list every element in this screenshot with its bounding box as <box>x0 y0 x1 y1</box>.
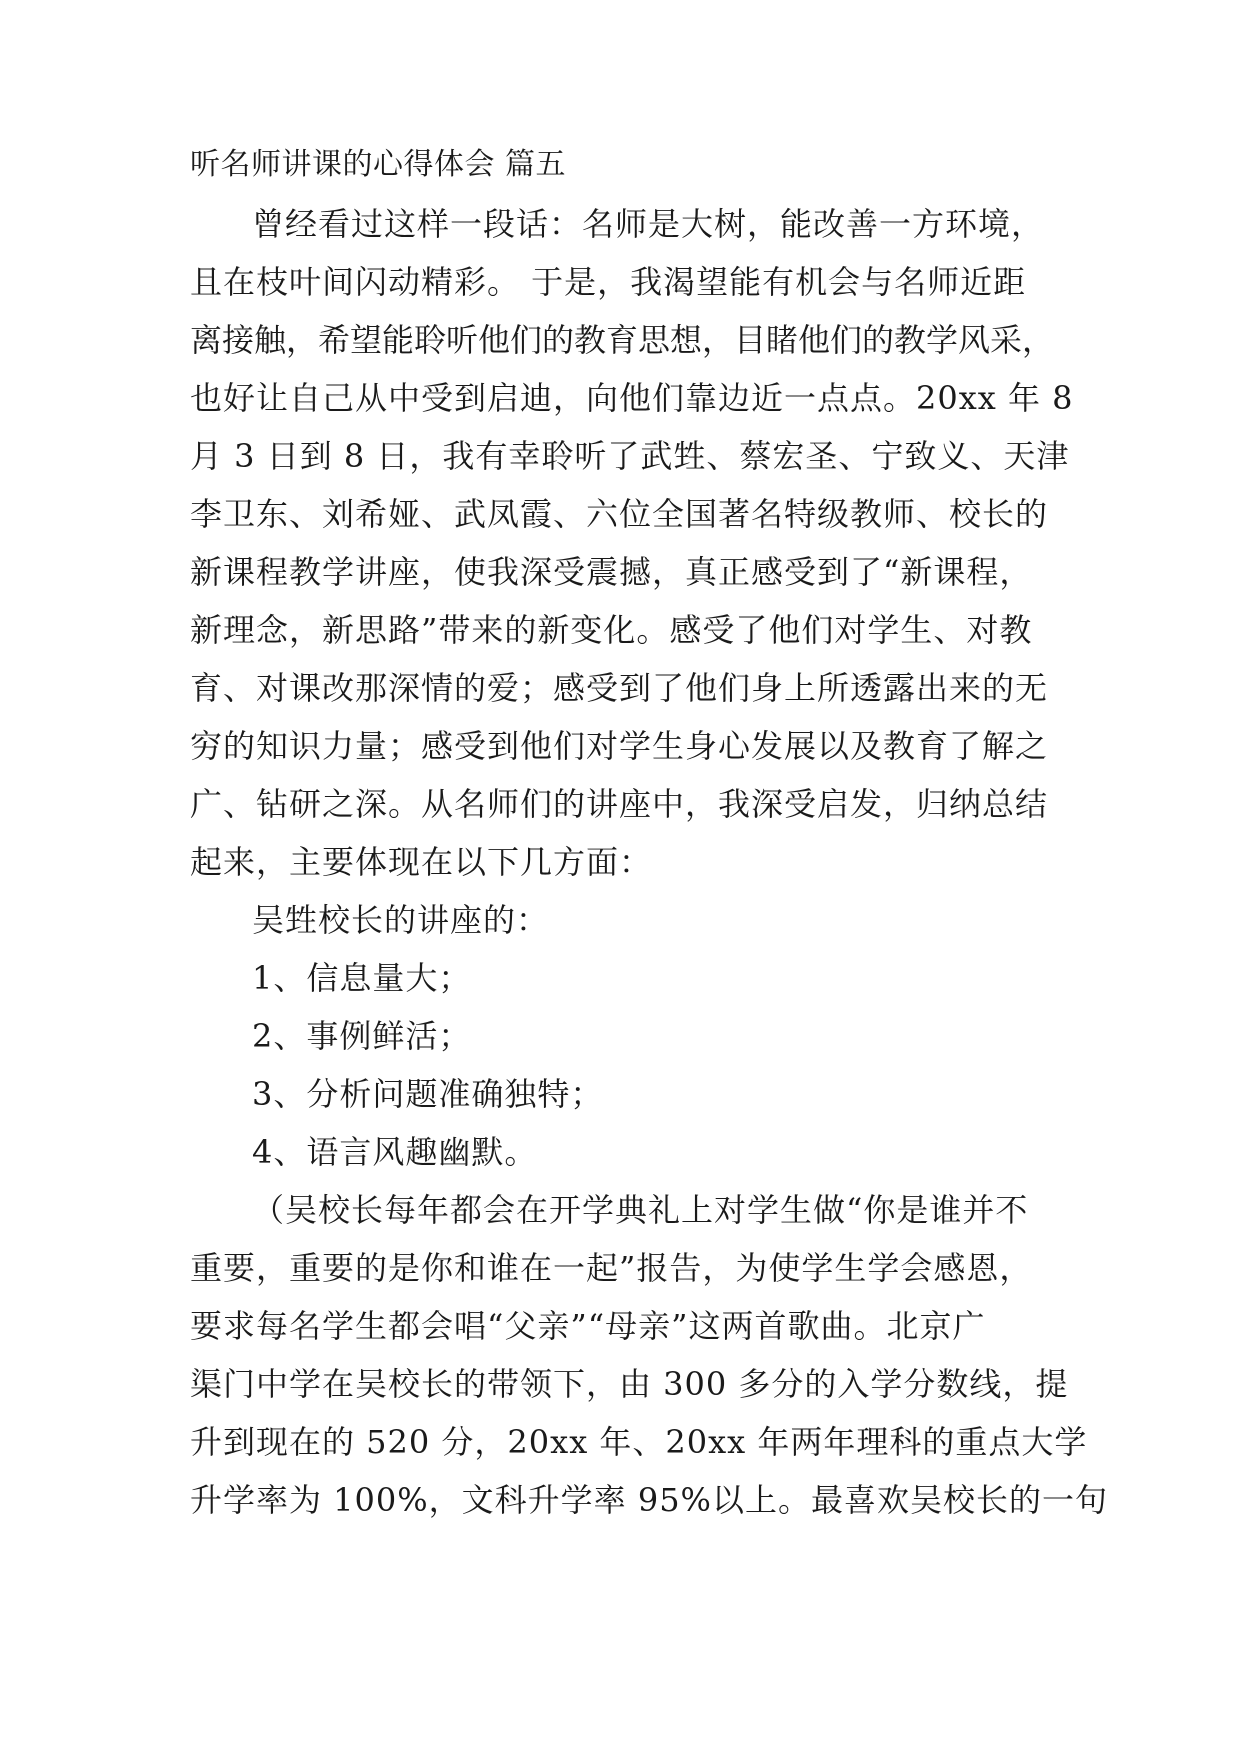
paragraph-line: 重要，重要的是你和谁在一起”报告，为使学生学会感恩， <box>190 1249 1033 1287</box>
paragraph-line: 李卫东、刘希娅、武凤霞、六位全国著名特级教师、校长的 <box>190 495 1049 533</box>
list-item: 4、语言风趣幽默。 <box>252 1133 538 1171</box>
document-title: 听名师讲课的心得体会 篇五 <box>190 147 567 182</box>
paragraph-line: 新理念，新思路”带来的新变化。感受了他们对学生、对教 <box>190 611 1033 649</box>
paragraph-line: 育、对课改那深情的爱；感受到了他们身上所透露出来的无 <box>190 669 1049 707</box>
paragraph-line: 也好让自己从中受到启迪，向他们靠边近一点点。20xx 年 8 <box>190 379 1074 417</box>
paragraph-line: 且在枝叶间闪动精彩。 于是，我渴望能有机会与名师近距 <box>190 263 1027 301</box>
list-item: 2、事例鲜活； <box>252 1017 472 1055</box>
paragraph-line: 要求每名学生都会唱“父亲”“母亲”这两首歌曲。北京广 <box>190 1307 986 1345</box>
paragraph-line: 月 3 日到 8 日，我有幸聆听了武甡、蔡宏圣、宁致义、天津 <box>190 437 1070 475</box>
paragraph-line: 升到现在的 520 分，20xx 年、20xx 年两年理科的重点大学 <box>190 1423 1088 1461</box>
paragraph-line: 渠门中学在吴校长的带领下，由 300 多分的入学分数线，提 <box>190 1365 1069 1403</box>
paragraph-line: 新课程教学讲座，使我深受震撼，真正感受到了“新课程， <box>190 553 1033 591</box>
paragraph-line: 升学率为 100%，文科升学率 95%以上。最喜欢吴校长的一句 <box>190 1481 1108 1519</box>
list-item: 3、分析问题准确独特； <box>252 1075 604 1113</box>
paragraph-line: 起来，主要体现在以下几方面： <box>190 843 653 881</box>
paragraph-line: （吴校长每年都会在开学典礼上对学生做“你是谁并不 <box>252 1191 1029 1229</box>
list-item: 1、信息量大； <box>252 959 472 997</box>
paragraph-line: 离接触，希望能聆听他们的教育思想，目睹他们的教学风采， <box>190 321 1055 359</box>
paragraph-line: 曾经看过这样一段话：名师是大树，能改善一方环境， <box>252 205 1045 243</box>
paragraph-line: 穷的知识力量；感受到他们对学生身心发展以及教育了解之 <box>190 727 1049 765</box>
paragraph-line: 广、钻研之深。从名师们的讲座中，我深受启发，归纳总结 <box>190 785 1049 823</box>
section-heading: 吴甡校长的讲座的： <box>252 901 550 939</box>
